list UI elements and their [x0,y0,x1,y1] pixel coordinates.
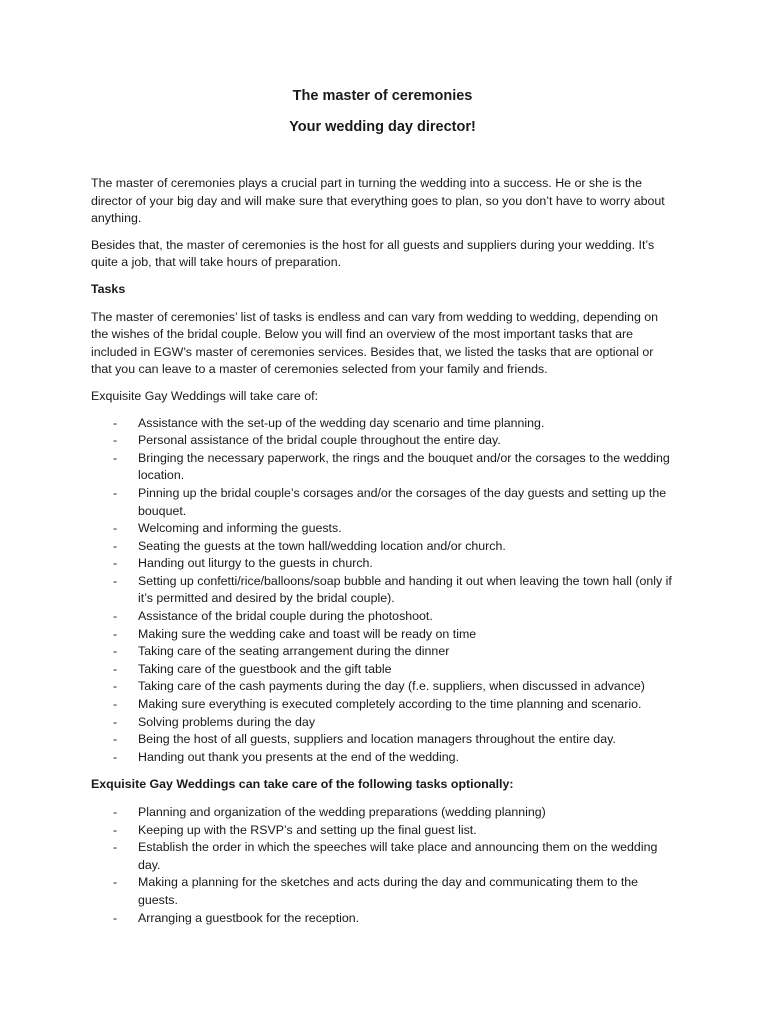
list-item [91,520,674,538]
list-item [91,874,674,909]
list-item-text: Solving problems during the day [138,714,316,729]
list-item [91,450,674,485]
list-item-text: Welcoming and informing the guests. [138,521,342,536]
dash-bullet: - [113,521,118,536]
dash-bullet: - [113,626,118,641]
list-item [91,608,674,626]
list-item [91,555,674,573]
list-item-text: Making a planning for the sketches and acts during the day and communicating them to the guests. [138,875,639,907]
list-item [91,714,674,732]
dash-bullet: - [113,697,118,712]
list-item-text: Handing out thank you presents at the end of the wedding. [138,749,460,764]
list-item [91,731,674,749]
list-item [91,415,674,433]
tasks-paragraph: The master of ceremonies’ list of tasks is endless and can vary from wedding to wedding, depending on the wishes of the bridal couple. Below you will find an overview of the most important tasks that are included in EGW’s master of ceremonies services. Besides that, we listed the tasks that are optional or that you can leave to a master of ceremonies selected from your family and friends. [91,309,659,377]
list-item-text: Bringing the necessary paperwork, the rings and the bouquet and/or the corsages to the wedding location. [138,450,670,483]
dash-bullet: - [113,485,118,500]
dash-bullet: - [113,450,118,465]
list-item-text: Handing out liturgy to the guests in church. [138,556,373,571]
list-item [91,696,674,714]
list-item [91,485,674,520]
list-item-text: Establish the order in which the speeches will take place and announcing them on the wedding day. [138,840,658,872]
list-item [91,573,674,608]
dash-bullet: - [113,749,118,764]
list-item [91,643,674,661]
dash-bullet: - [113,415,118,430]
dash-bullet: - [113,875,118,890]
list-item [91,626,674,644]
list-item [91,822,674,840]
dash-bullet: - [113,714,118,729]
list-item-text: Taking care of the guestbook and the gift table [138,661,392,676]
dash-bullet: - [113,910,118,925]
list-item-text: Seating the guests at the town hall/wedding location and/or church. [138,538,506,553]
list-item [91,661,674,679]
dash-bullet: - [113,609,118,624]
list-item-text: Taking care of the seating arrangement during the dinner [138,644,450,659]
dash-bullet: - [113,433,118,448]
dash-bullet: - [113,644,118,659]
list-item [91,804,674,822]
list-item [91,538,674,556]
document-subtitle: Your wedding day director! [289,119,476,135]
dash-bullet: - [113,732,118,747]
host-paragraph: Besides that, the master of ceremonies is the host for all guests and suppliers during your wedding. It’s quite a job, that will take hours of preparation. [91,237,655,270]
list-item-text: Planning and organization of the wedding preparations (wedding planning) [138,805,546,819]
list-item-text: Pinning up the bridal couple’s corsages and/or the corsages of the day guests and setting up the bouquet. [138,485,667,518]
care-list [91,415,674,767]
optional-heading: Exquisite Gay Weddings can take care of the following tasks optionally: [91,777,514,792]
list-item-text: Making sure everything is executed completely according to the time planning and scenario. [138,697,642,712]
dash-bullet: - [113,538,118,553]
dash-bullet: - [113,556,118,571]
dash-bullet: - [113,840,118,855]
list-item-text: Making sure the wedding cake and toast will be ready on time [138,626,477,641]
list-item-text: Arranging a guestbook for the reception. [138,910,360,925]
dash-bullet: - [113,679,118,694]
dash-bullet: - [113,805,118,819]
tasks-heading: Tasks [91,281,126,296]
list-item-text: Being the host of all guests, suppliers and location managers throughout the entire day. [138,732,616,747]
optional-list [91,804,674,927]
list-item-text: Assistance of the bridal couple during the photoshoot. [138,609,433,624]
document-title: The master of ceremonies [292,88,473,104]
list-item-text: Keeping up with the RSVP’s and setting up the final guest list. [138,822,477,837]
intro-paragraph: The master of ceremonies plays a crucial part in turning the wedding into a success. He or she is the director of your big day and will make sure that everything goes to plan, so you don’t have to worry about anything. [91,176,665,226]
list-item-text: Setting up confetti/rice/balloons/soap bubble and handing it out when leaving the town hall (only if it’s permitted and desired by the bridal couple). [138,573,672,606]
list-item-text: Taking care of the cash payments during the day (f.e. suppliers, when discussed in advance) [138,679,645,694]
list-item [91,839,674,874]
list-item-text: Personal assistance of the bridal couple throughout the entire day. [138,433,501,448]
care-list-intro: Exquisite Gay Weddings will take care of: [91,388,319,403]
list-item [91,749,674,767]
dash-bullet: - [113,822,118,837]
list-item [91,910,674,928]
dash-bullet: - [113,661,118,676]
list-item [91,678,674,696]
dash-bullet: - [113,573,118,588]
list-item [91,432,674,450]
list-item-text: Assistance with the set-up of the wedding day scenario and time planning. [138,415,545,430]
